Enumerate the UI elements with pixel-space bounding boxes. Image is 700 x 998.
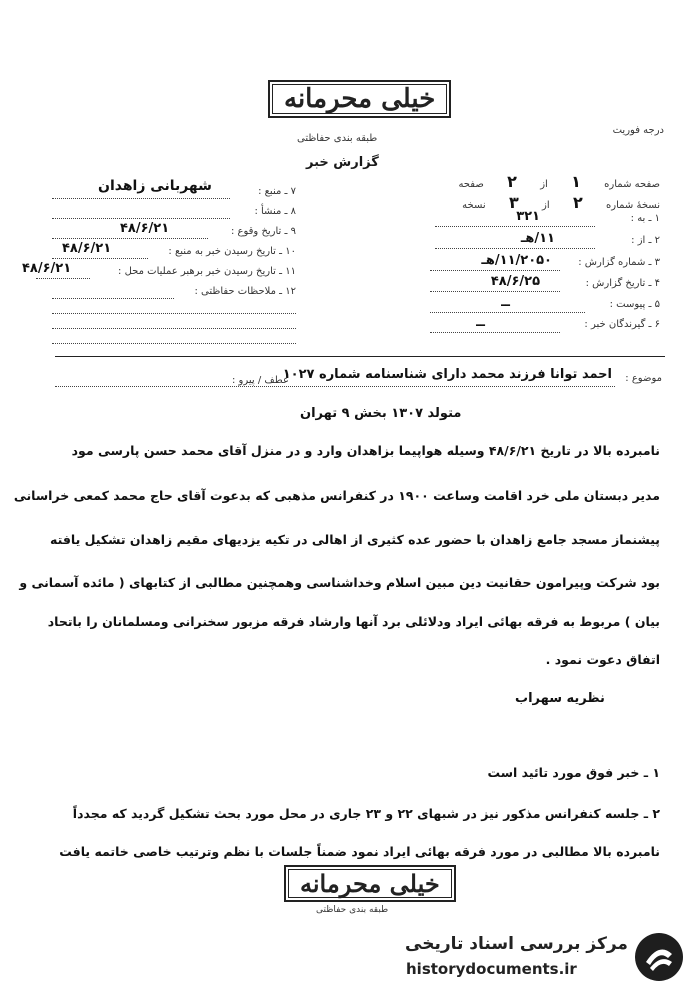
event-date-line xyxy=(52,238,208,239)
to-line xyxy=(435,226,595,227)
opinion-label: نظریه سهراب xyxy=(515,691,605,706)
attachment-label: ۵ ـ پیوست : xyxy=(609,299,660,310)
priority-label: درجه فوریت xyxy=(612,125,664,136)
received-ops-value: ۴۸/۶/۲۱ xyxy=(22,261,72,276)
report-no-line xyxy=(430,270,560,271)
copy-total-value: ۳ xyxy=(508,193,519,212)
source-line xyxy=(52,198,230,199)
report-type-title: گزارش خبر xyxy=(306,155,379,170)
received-ops-label: ۱۱ ـ تاریخ رسیدن خبر برهبر عملیات محل : xyxy=(118,266,296,277)
subject-text: احمد توانا فرزند محمد دارای شناسنامه شماره ۱۰۲۷ xyxy=(282,367,612,382)
attachment-value: ــ xyxy=(501,295,510,310)
copy-number-value: ۲ xyxy=(572,193,583,212)
body-line: بیان ) مربوط به فرقه بهائی ایراد ودلائلی برد آنها وارشاد فرقه مزبور سخنرانی ومسلمانان را باتحاد xyxy=(47,614,660,629)
copy-of-label: از xyxy=(542,200,550,211)
page-of-label: از xyxy=(540,179,548,190)
opinion-item-1: ۱ ـ خبر فوق مورد تائید است xyxy=(487,765,660,780)
notes-line-4 xyxy=(52,343,296,344)
received-source-line xyxy=(52,258,148,259)
page-number-row xyxy=(360,172,660,191)
source-label: ۷ ـ منبع : xyxy=(258,186,296,197)
source-value: شهربانی زاهدان xyxy=(98,178,212,194)
notes-line-1 xyxy=(52,298,174,299)
body-line: نامبرده بالا در تاریخ ۴۸/۶/۲۱ وسیله هواپیما بزاهدان وارد و در منزل آقای محمد حسن پارسی مود xyxy=(71,443,660,458)
report-no-label: ۳ ـ شماره گزارش : xyxy=(578,257,660,268)
from-line xyxy=(435,248,595,249)
opinion-item-2-line: نامبرده بالا مطالبی در مورد فرقه بهائی ایراد نمود ضمناً جلسات با نظم وترتیب خاصی خاتمه یافت xyxy=(59,844,660,859)
page-total-value: ۲ xyxy=(507,172,517,191)
reference-label: عطف / پیرو : xyxy=(232,375,289,386)
classification-caption-top: طبقه بندی حفاظتی xyxy=(297,133,378,144)
page-suffix: صفحه xyxy=(458,179,484,190)
recipients-label: ۶ ـ گیرندگان خبر : xyxy=(584,319,660,330)
report-date-label: ۴ ـ تاریخ گزارش : xyxy=(585,278,660,289)
recipients-value: ــ xyxy=(476,315,485,330)
notes-line-3 xyxy=(52,328,296,329)
subject-label: موضوع : xyxy=(625,373,662,384)
report-date-line xyxy=(430,291,560,292)
classification-caption-bottom: طبقه بندی حفاظتی xyxy=(316,905,389,915)
header-separator xyxy=(55,356,665,357)
body-line: اتفاق دعوت نمود . xyxy=(545,652,660,667)
copy-suffix: نسخه xyxy=(462,200,486,211)
opinion-item-2-line: ۲ ـ جلسه کنفرانس مذکور نیز در شبهای ۲۲ و ۲۳ جاری در محل مورد بحث تشکیل گردید که مجدداً xyxy=(72,806,660,821)
event-date-value: ۴۸/۶/۲۱ xyxy=(120,221,170,236)
recipients-line xyxy=(430,332,560,333)
notes-label: ۱۲ ـ ملاحظات حفاظتی : xyxy=(194,286,296,297)
origin-label: ۸ ـ منشأ : xyxy=(254,206,296,217)
archive-logo-icon xyxy=(634,932,684,982)
received-source-label: ۱۰ ـ تاریخ رسیدن خبر به منبع : xyxy=(168,246,296,257)
watermark-org-name: مرکز بررسی اسناد تاریخی xyxy=(405,934,628,954)
body-line: پیشنماز مسجد جامع زاهدان با حضور عده کثیری از اهالی در تکیه یزدیهای مقیم زاهدان تشکیل یافته xyxy=(50,532,660,547)
classification-stamp-top: خیلی محرمانه xyxy=(268,80,451,118)
subject-line xyxy=(55,386,615,387)
origin-line xyxy=(52,218,230,219)
body-line: بود شرکت وپیرامون حقانیت دین مبین اسلام وخداشناسی وهمچنین مطالبی از کتابهای ( مائده آسمانی و xyxy=(19,575,660,590)
to-value: ۳۲۱ xyxy=(516,209,540,224)
watermark-website: historydocuments.ir xyxy=(406,960,577,978)
from-label: ۲ ـ از : xyxy=(631,235,660,246)
report-no-value: ۱۱/۲۰۵۰/هـ xyxy=(481,253,552,268)
page-number-value: ۱ xyxy=(571,172,581,191)
received-ops-line xyxy=(36,278,90,279)
classification-stamp-bottom: خیلی محرمانه xyxy=(284,865,456,902)
event-date-label: ۹ ـ تاریخ وقوع : xyxy=(230,226,296,237)
to-label: ۱ ـ به : xyxy=(630,213,660,224)
attachment-line xyxy=(430,312,585,313)
report-date-value: ۴۸/۶/۲۵ xyxy=(490,274,540,289)
page-number-label: صفحه شماره xyxy=(604,179,660,190)
notes-line-2 xyxy=(52,313,296,314)
copy-number-row xyxy=(360,193,660,212)
copy-number-label: نسخهٔ شماره xyxy=(606,200,660,211)
body-line: مدیر دبستان ملی خرد اقامت وساعت ۱۹۰۰ در کنفرانس مذهبی که بدعوت آقای حاج محمد کمعی خراسانی xyxy=(13,488,660,503)
birth-info: متولد ۱۳۰۷ بخش ۹ تهران xyxy=(300,406,462,421)
received-source-value: ۴۸/۶/۲۱ xyxy=(62,241,112,256)
from-value: ۱۱/هـ xyxy=(520,231,555,246)
